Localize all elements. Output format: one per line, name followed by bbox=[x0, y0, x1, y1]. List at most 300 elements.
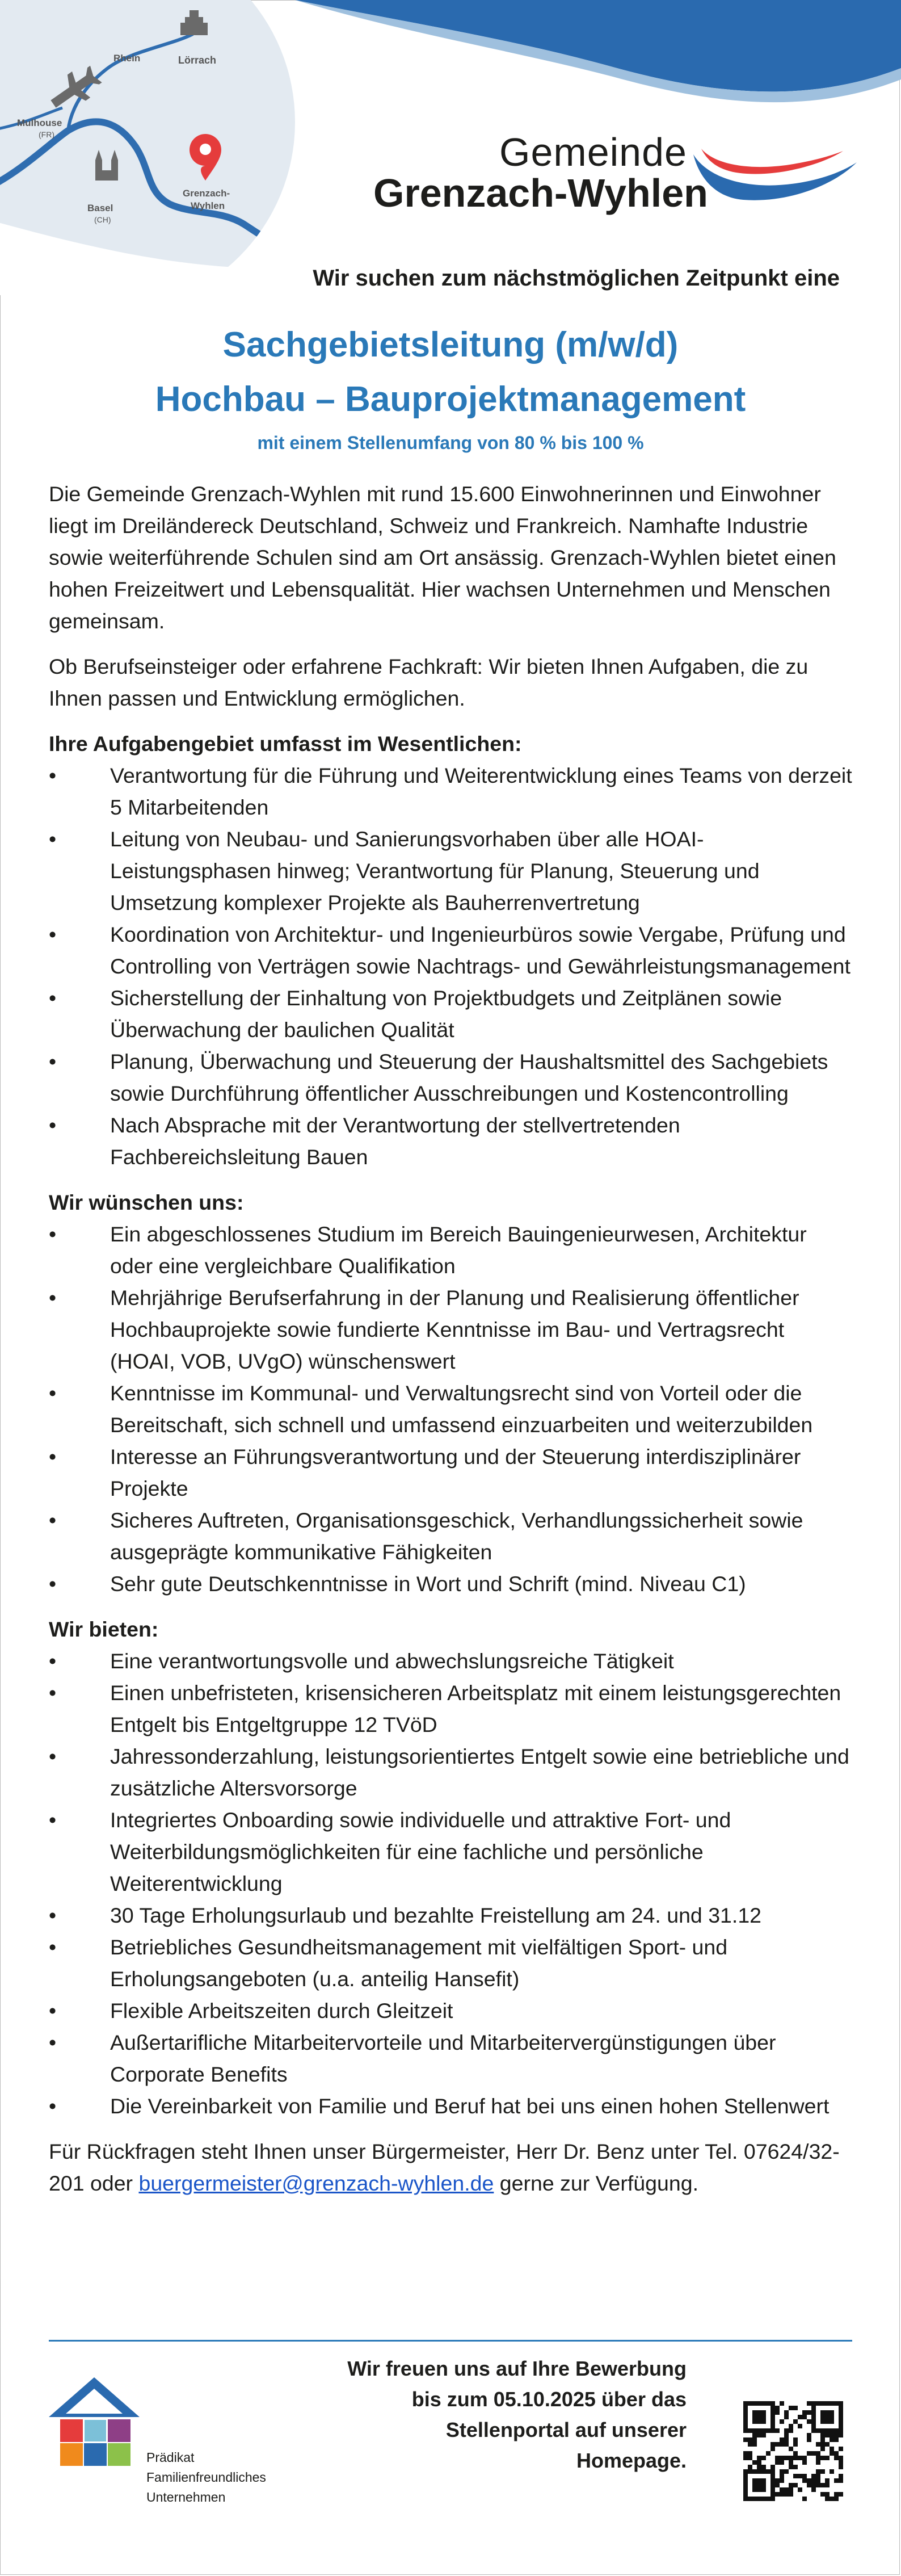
qr-module bbox=[816, 2428, 820, 2433]
qr-module bbox=[775, 2456, 780, 2460]
qr-module bbox=[757, 2478, 761, 2483]
qr-module bbox=[743, 2419, 748, 2424]
qr-module bbox=[811, 2483, 816, 2487]
wishes-list bbox=[49, 1218, 854, 1600]
qr-module bbox=[834, 2433, 839, 2437]
qr-module bbox=[771, 2492, 775, 2497]
family-badge-icon bbox=[43, 2372, 145, 2485]
intro-paragraph: Ob Berufseinsteiger oder erfahrene Fachkraft: Wir bieten Ihnen Aufgaben, die zu Ihnen passen und Entwicklung ermöglichen. bbox=[49, 655, 809, 710]
qr-module bbox=[834, 2478, 839, 2483]
list-item: • Betriebliches Gesundheitsmanagement mit vielfältigen Sport- und Erholungsangeboten (u.a. anteilig Hansefit) bbox=[49, 1931, 854, 1995]
qr-module bbox=[780, 2401, 784, 2406]
qr-module bbox=[789, 2460, 793, 2465]
qr-module bbox=[757, 2487, 761, 2492]
qr-module bbox=[766, 2401, 771, 2406]
qr-module bbox=[752, 2442, 757, 2447]
qr-module bbox=[775, 2478, 780, 2483]
qr-module bbox=[752, 2437, 757, 2442]
qr-module bbox=[825, 2433, 830, 2437]
org-name: Grenzach-Wyhlen bbox=[373, 171, 708, 215]
qr-module bbox=[793, 2456, 798, 2460]
qr-module bbox=[807, 2478, 811, 2483]
qr-module bbox=[816, 2451, 820, 2456]
qr-module bbox=[743, 2437, 748, 2442]
qr-module bbox=[761, 2419, 766, 2424]
map-label-wyhlen: Wyhlen bbox=[191, 200, 225, 211]
qr-module bbox=[780, 2442, 784, 2447]
list-item: • Sicherstellung der Einhaltung von Projektbudgets und Zeitplänen sowie Überwachung der baulichen Qualität bbox=[49, 982, 854, 1046]
qr-module bbox=[775, 2492, 780, 2497]
qr-module bbox=[743, 2406, 748, 2410]
qr-module bbox=[789, 2447, 793, 2451]
list-item: • Verantwortung für die Führung und Weiterentwicklung eines Teams von derzeit 5 Mitarbeitenden bbox=[49, 760, 854, 823]
qr-module bbox=[825, 2442, 830, 2447]
qr-module bbox=[789, 2492, 793, 2497]
qr-module bbox=[748, 2451, 752, 2456]
map-label-grenzach: Grenzach- bbox=[183, 188, 230, 199]
qr-module bbox=[816, 2442, 820, 2447]
qr-module bbox=[816, 2401, 820, 2406]
qr-module bbox=[748, 2437, 752, 2442]
qr-module bbox=[825, 2497, 830, 2501]
qr-module bbox=[757, 2428, 761, 2433]
qr-module bbox=[743, 2456, 748, 2460]
qr-module bbox=[830, 2415, 834, 2419]
qr-module bbox=[834, 2437, 839, 2442]
qr-module bbox=[752, 2428, 757, 2433]
qr-module bbox=[771, 2469, 775, 2474]
qr-module bbox=[784, 2456, 789, 2460]
qr-module bbox=[839, 2428, 843, 2433]
qr-module bbox=[830, 2428, 834, 2433]
qr-module bbox=[784, 2433, 789, 2437]
qr-module bbox=[743, 2401, 748, 2406]
qr-module bbox=[825, 2492, 830, 2497]
qr-module bbox=[752, 2478, 757, 2483]
org-name-small: Gemeinde bbox=[499, 130, 687, 174]
qr-module bbox=[743, 2410, 748, 2415]
qr-module bbox=[743, 2474, 748, 2478]
qr-module bbox=[748, 2401, 752, 2406]
qr-module bbox=[780, 2487, 784, 2492]
qr-module bbox=[748, 2497, 752, 2501]
qr-module bbox=[811, 2451, 816, 2456]
list-item: • Flexible Arbeitszeiten durch Gleitzeit bbox=[49, 1995, 854, 2027]
qr-module bbox=[798, 2456, 802, 2460]
list-item: • 30 Tage Erholungsurlaub und bezahlte Freistellung am 24. und 31.12 bbox=[49, 1899, 854, 1931]
qr-module bbox=[807, 2419, 811, 2424]
header-graphics bbox=[0, 0, 901, 295]
qr-module bbox=[807, 2401, 811, 2406]
badge-line: Familienfreundliches bbox=[146, 2470, 266, 2485]
qr-module bbox=[811, 2487, 816, 2492]
qr-module bbox=[802, 2415, 807, 2419]
qr-module bbox=[775, 2406, 780, 2410]
qr-module bbox=[839, 2447, 843, 2451]
list-item: • Jahressonderzahlung, leistungsorientiertes Entgelt sowie eine betriebliche und zusätzliche Altersvorsorge bbox=[49, 1740, 854, 1804]
qr-module bbox=[761, 2465, 766, 2469]
application-line: Homepage. bbox=[576, 2449, 687, 2472]
qr-module bbox=[830, 2437, 834, 2442]
qr-module bbox=[825, 2410, 830, 2415]
lead-text: Wir suchen zum nächstmöglichen Zeitpunkt eine bbox=[313, 266, 840, 291]
qr-code-icon bbox=[743, 2401, 843, 2501]
qr-module bbox=[752, 2497, 757, 2501]
qr-module bbox=[743, 2469, 748, 2474]
qr-module bbox=[784, 2492, 789, 2497]
qr-module bbox=[771, 2447, 775, 2451]
qr-module bbox=[825, 2415, 830, 2419]
qr-module bbox=[752, 2419, 757, 2424]
qr-module bbox=[761, 2410, 766, 2415]
qr-module bbox=[757, 2460, 761, 2465]
qr-module bbox=[811, 2419, 816, 2424]
family-badge bbox=[43, 2372, 145, 2488]
qr-module bbox=[793, 2406, 798, 2410]
qr-module bbox=[775, 2460, 780, 2465]
qr-module bbox=[798, 2424, 802, 2428]
qr-module bbox=[780, 2478, 784, 2483]
qr-module bbox=[820, 2428, 825, 2433]
header bbox=[0, 0, 901, 295]
qr-module bbox=[743, 2451, 748, 2456]
qr-module bbox=[775, 2410, 780, 2415]
qr-module bbox=[802, 2460, 807, 2465]
qr-module bbox=[757, 2433, 761, 2437]
qr-module bbox=[830, 2433, 834, 2437]
qr-module bbox=[811, 2406, 816, 2410]
qr-module bbox=[784, 2437, 789, 2442]
map-label-rhein: Rhein bbox=[113, 53, 141, 64]
footer-divider bbox=[49, 2340, 852, 2342]
qr-module bbox=[761, 2415, 766, 2419]
qr-module bbox=[743, 2487, 748, 2492]
qr-module bbox=[793, 2465, 798, 2469]
qr-module bbox=[839, 2410, 843, 2415]
offers-list bbox=[49, 1645, 854, 2122]
application-line: Wir freuen uns auf Ihre Bewerbung bbox=[347, 2357, 687, 2380]
qr-module bbox=[820, 2492, 825, 2497]
qr-module bbox=[757, 2497, 761, 2501]
qr-module bbox=[820, 2437, 825, 2442]
qr-module bbox=[771, 2401, 775, 2406]
qr-module bbox=[807, 2410, 811, 2415]
qr-module bbox=[830, 2451, 834, 2456]
qr-module bbox=[834, 2497, 839, 2501]
qr-module bbox=[761, 2478, 766, 2483]
qr-module bbox=[752, 2483, 757, 2487]
qr-module bbox=[807, 2451, 811, 2456]
qr-module bbox=[830, 2469, 834, 2474]
qr-module bbox=[839, 2424, 843, 2428]
qr-module bbox=[752, 2410, 757, 2415]
qr-module bbox=[807, 2437, 811, 2442]
qr-module bbox=[775, 2442, 780, 2447]
qr-module bbox=[816, 2460, 820, 2465]
qr-module bbox=[820, 2442, 825, 2447]
qr-module bbox=[811, 2478, 816, 2483]
qr-module bbox=[743, 2478, 748, 2483]
qr-module bbox=[748, 2442, 752, 2447]
qr-module bbox=[757, 2401, 761, 2406]
qr-module bbox=[743, 2492, 748, 2497]
qr-module bbox=[811, 2474, 816, 2478]
qr-module bbox=[743, 2428, 748, 2433]
intro-paragraph: Die Gemeinde Grenzach-Wyhlen mit rund 15.600 Einwohnerinnen und Einwohner liegt im Dreiländereck Deutschland, Schweiz und Frankreich. Namhafte Industrie sowie weiterführende Schulen sind am Ort ansässig. Grenzach-Wyhlen bietet einen hohen Freizeitwert und Lebensqualität. Hier wachsen Unternehmen und Menschen gemeinsam. bbox=[49, 482, 836, 633]
qr-module bbox=[793, 2474, 798, 2478]
qr-module bbox=[816, 2478, 820, 2483]
qr-module bbox=[766, 2428, 771, 2433]
qr-module bbox=[820, 2447, 825, 2451]
qr-module bbox=[807, 2483, 811, 2487]
qr-module bbox=[771, 2428, 775, 2433]
qr-module bbox=[820, 2483, 825, 2487]
location-pin-dot bbox=[200, 144, 211, 155]
qr-module bbox=[834, 2401, 839, 2406]
qr-module bbox=[752, 2460, 757, 2465]
qr-module bbox=[761, 2487, 766, 2492]
qr-module bbox=[748, 2456, 752, 2460]
job-title-line2: Hochbau – Bauprojektmanagement bbox=[155, 380, 746, 419]
qr-module bbox=[789, 2428, 793, 2433]
qr-module bbox=[839, 2460, 843, 2465]
wishes-heading: Wir wünschen uns: bbox=[49, 1190, 244, 1214]
qr-module bbox=[834, 2492, 839, 2497]
qr-module bbox=[748, 2428, 752, 2433]
qr-module bbox=[757, 2469, 761, 2474]
qr-module bbox=[811, 2415, 816, 2419]
qr-module bbox=[771, 2465, 775, 2469]
qr-module bbox=[816, 2469, 820, 2474]
qr-module bbox=[793, 2483, 798, 2487]
qr-module bbox=[766, 2497, 771, 2501]
qr-module bbox=[761, 2456, 766, 2460]
qr-module bbox=[820, 2469, 825, 2474]
qr-module bbox=[789, 2456, 793, 2460]
qr-module bbox=[830, 2401, 834, 2406]
qr-module bbox=[748, 2465, 752, 2469]
qr-module bbox=[780, 2437, 784, 2442]
list-item: • Sehr gute Deutschkenntnisse in Wort und Schrift (mind. Niveau C1) bbox=[49, 1568, 854, 1600]
qr-module bbox=[757, 2456, 761, 2460]
list-item: • Die Vereinbarkeit von Familie und Beruf hat bei uns einen hohen Stellenwert bbox=[49, 2090, 854, 2122]
qr-module bbox=[802, 2497, 807, 2501]
qr-module bbox=[825, 2478, 830, 2483]
qr-module bbox=[793, 2442, 798, 2447]
qr-module bbox=[820, 2401, 825, 2406]
qr-module bbox=[784, 2410, 789, 2415]
list-item: • Kenntnisse im Kommunal- und Verwaltungsrecht sind von Vorteil oder die Bereitschaft, sich schnell und umfassend einzuarbeiten und weiterzubilden bbox=[49, 1377, 854, 1441]
qr-module bbox=[802, 2474, 807, 2478]
qr-module bbox=[793, 2437, 798, 2442]
qr-module bbox=[839, 2419, 843, 2424]
qr-module bbox=[834, 2428, 839, 2433]
qr-module bbox=[839, 2401, 843, 2406]
qr-module bbox=[784, 2442, 789, 2447]
tasks-list bbox=[49, 760, 854, 1173]
qr-module bbox=[784, 2469, 789, 2474]
qr-module bbox=[789, 2483, 793, 2487]
logo-red-swoosh bbox=[701, 149, 843, 174]
job-body bbox=[49, 478, 854, 2199]
qr-module bbox=[816, 2474, 820, 2478]
qr-module bbox=[743, 2497, 748, 2501]
qr-module bbox=[752, 2433, 757, 2437]
qr-module bbox=[839, 2415, 843, 2419]
list-item: • Eine verantwortungsvolle und abwechslungsreiche Tätigkeit bbox=[49, 1645, 854, 1677]
qr-module bbox=[798, 2415, 802, 2419]
qr-module bbox=[825, 2456, 830, 2460]
list-item: • Interesse an Führungsverantwortung und der Steuerung interdisziplinärer Projekte bbox=[49, 1441, 854, 1504]
job-title: Sachgebietsleitung (m/w/d) bbox=[222, 325, 679, 364]
qr-module bbox=[784, 2415, 789, 2419]
tasks-heading: Ihre Aufgabengebiet umfasst im Wesentlichen: bbox=[49, 732, 522, 756]
qr-module bbox=[839, 2456, 843, 2460]
badge-line: Unternehmen bbox=[146, 2490, 226, 2504]
qr-module bbox=[802, 2456, 807, 2460]
qr-module bbox=[761, 2483, 766, 2487]
qr-module bbox=[771, 2424, 775, 2428]
contact-text-end: gerne zur Verfügung. bbox=[494, 2171, 699, 2195]
map-label-fr: (FR) bbox=[39, 130, 54, 139]
offers-heading: Wir bieten: bbox=[49, 1617, 159, 1641]
qr-module bbox=[780, 2456, 784, 2460]
qr-module bbox=[820, 2410, 825, 2415]
list-item: • Nach Absprache mit der Verantwortung der stellvertretenden Fachbereichsleitung Bauen bbox=[49, 1109, 854, 1173]
application-line: bis zum 05.10.2025 über das bbox=[411, 2388, 687, 2411]
qr-module bbox=[830, 2447, 834, 2451]
qr-module bbox=[816, 2456, 820, 2460]
qr-module bbox=[766, 2469, 771, 2474]
qr-module bbox=[761, 2433, 766, 2437]
list-item: • Sicheres Auftreten, Organisationsgeschick, Verhandlungssicherheit sowie ausgeprägte kommunikative Fähigkeiten bbox=[49, 1504, 854, 1568]
application-line: Stellenportal auf unserer bbox=[445, 2418, 687, 2441]
qr-module bbox=[820, 2419, 825, 2424]
qr-module bbox=[757, 2419, 761, 2424]
qr-module bbox=[761, 2469, 766, 2474]
qr-module bbox=[780, 2460, 784, 2465]
qr-module bbox=[784, 2428, 789, 2433]
qr-module bbox=[748, 2469, 752, 2474]
contact-paragraph bbox=[49, 2136, 854, 2199]
qr-module bbox=[757, 2410, 761, 2415]
qr-module bbox=[820, 2415, 825, 2419]
map-label-ch: (CH) bbox=[94, 215, 111, 224]
qr-module bbox=[752, 2401, 757, 2406]
qr-module bbox=[839, 2474, 843, 2478]
badge-text bbox=[146, 2448, 266, 2507]
qr-module bbox=[830, 2497, 834, 2501]
qr-module bbox=[839, 2465, 843, 2469]
qr-module bbox=[839, 2492, 843, 2497]
map-label-mulhouse: Mulhouse bbox=[17, 118, 62, 128]
qr-module bbox=[789, 2406, 793, 2410]
qr-module bbox=[834, 2456, 839, 2460]
qr-module bbox=[816, 2483, 820, 2487]
qr-module bbox=[793, 2451, 798, 2456]
qr-module bbox=[811, 2428, 816, 2433]
contact-text: Für Rückfragen steht Ihnen unser Bürgermeister, Herr Dr. Benz unter Tel. 07624/32-201 oder bbox=[49, 2139, 840, 2195]
qr-module bbox=[825, 2401, 830, 2406]
qr-module bbox=[743, 2424, 748, 2428]
qr-module bbox=[752, 2415, 757, 2419]
qr-module bbox=[825, 2483, 830, 2487]
qr-module bbox=[830, 2419, 834, 2424]
qr-module bbox=[820, 2433, 825, 2437]
map-label-loerrach: Lörrach bbox=[178, 54, 217, 66]
qr-module bbox=[825, 2428, 830, 2433]
qr-module bbox=[807, 2433, 811, 2437]
application-note bbox=[295, 2353, 687, 2476]
qr-module bbox=[771, 2442, 775, 2447]
qr-module bbox=[752, 2469, 757, 2474]
qr-module bbox=[802, 2478, 807, 2483]
qr-module bbox=[771, 2474, 775, 2478]
qr-module bbox=[802, 2410, 807, 2415]
list-item: • Außertarifliche Mitarbeitervorteile und Mitarbeitervergünstigungen über Corporate Benefits bbox=[49, 2027, 854, 2090]
list-item: • Ein abgeschlossenes Studium im Bereich Bauingenieurwesen, Architektur oder eine vergleichbare Qualifikation bbox=[49, 1218, 854, 1282]
qr-module bbox=[820, 2456, 825, 2460]
qr-module bbox=[775, 2483, 780, 2487]
qr-module bbox=[839, 2406, 843, 2410]
map-label-basel: Basel bbox=[87, 203, 113, 213]
qr-module bbox=[839, 2433, 843, 2437]
list-item: • Integriertes Onboarding sowie individuelle und attraktive Fort- und Weiterbildungsmöglichkeiten für eine fachliche und persönliche Weiterentwicklung bbox=[49, 1804, 854, 1899]
qr-module bbox=[798, 2474, 802, 2478]
qr-module bbox=[743, 2483, 748, 2487]
qr-module bbox=[780, 2474, 784, 2478]
qr-module bbox=[771, 2415, 775, 2419]
qr-module bbox=[789, 2465, 793, 2469]
qr-module bbox=[793, 2419, 798, 2424]
job-subtitle: mit einem Stellenumfang von 80 % bis 100 % bbox=[257, 433, 644, 453]
qr-module bbox=[830, 2410, 834, 2415]
top-swoosh bbox=[295, 0, 901, 91]
qr-module bbox=[839, 2478, 843, 2483]
list-item: • Planung, Überwachung und Steuerung der Haushaltsmittel des Sachgebiets sowie Durchführung öffentlicher Ausschreibungen und Kostencontrolling bbox=[49, 1046, 854, 1109]
qr-module bbox=[757, 2483, 761, 2487]
qr-module bbox=[771, 2406, 775, 2410]
qr-module bbox=[789, 2487, 793, 2492]
qr-module bbox=[798, 2487, 802, 2492]
qr-module bbox=[771, 2410, 775, 2415]
qr-module bbox=[834, 2451, 839, 2456]
qr-module bbox=[766, 2451, 771, 2456]
qr-module bbox=[771, 2483, 775, 2487]
qr-module bbox=[761, 2428, 766, 2433]
qr-module bbox=[757, 2465, 761, 2469]
qr-module bbox=[771, 2497, 775, 2501]
qr-module bbox=[780, 2419, 784, 2424]
list-item: • Koordination von Architektur- und Ingenieurbüros sowie Vergabe, Prüfung und Controlling von Verträgen sowie Nachtrags- und Gewährleistungsmanagement bbox=[49, 918, 854, 982]
qr-module bbox=[780, 2492, 784, 2497]
qr-code[interactable] bbox=[743, 2401, 843, 2504]
qr-module bbox=[784, 2487, 789, 2492]
qr-module bbox=[752, 2487, 757, 2492]
qr-module bbox=[811, 2401, 816, 2406]
email-link[interactable]: buergermeister@grenzach-wyhlen.de bbox=[138, 2171, 494, 2195]
qr-module bbox=[743, 2415, 748, 2419]
qr-module bbox=[771, 2419, 775, 2424]
qr-module bbox=[789, 2424, 793, 2428]
qr-module bbox=[811, 2424, 816, 2428]
qr-module bbox=[825, 2419, 830, 2424]
qr-module bbox=[771, 2487, 775, 2492]
badge-line: Prädikat bbox=[146, 2450, 195, 2465]
list-item: • Leitung von Neubau- und Sanierungsvorhaben über alle HOAI-Leistungsphasen hinweg; Verantwortung für Planung, Steuerung und Umsetzung komplexer Projekte als Bauherrenvertretung bbox=[49, 823, 854, 918]
qr-module bbox=[775, 2428, 780, 2433]
qr-module bbox=[757, 2415, 761, 2419]
